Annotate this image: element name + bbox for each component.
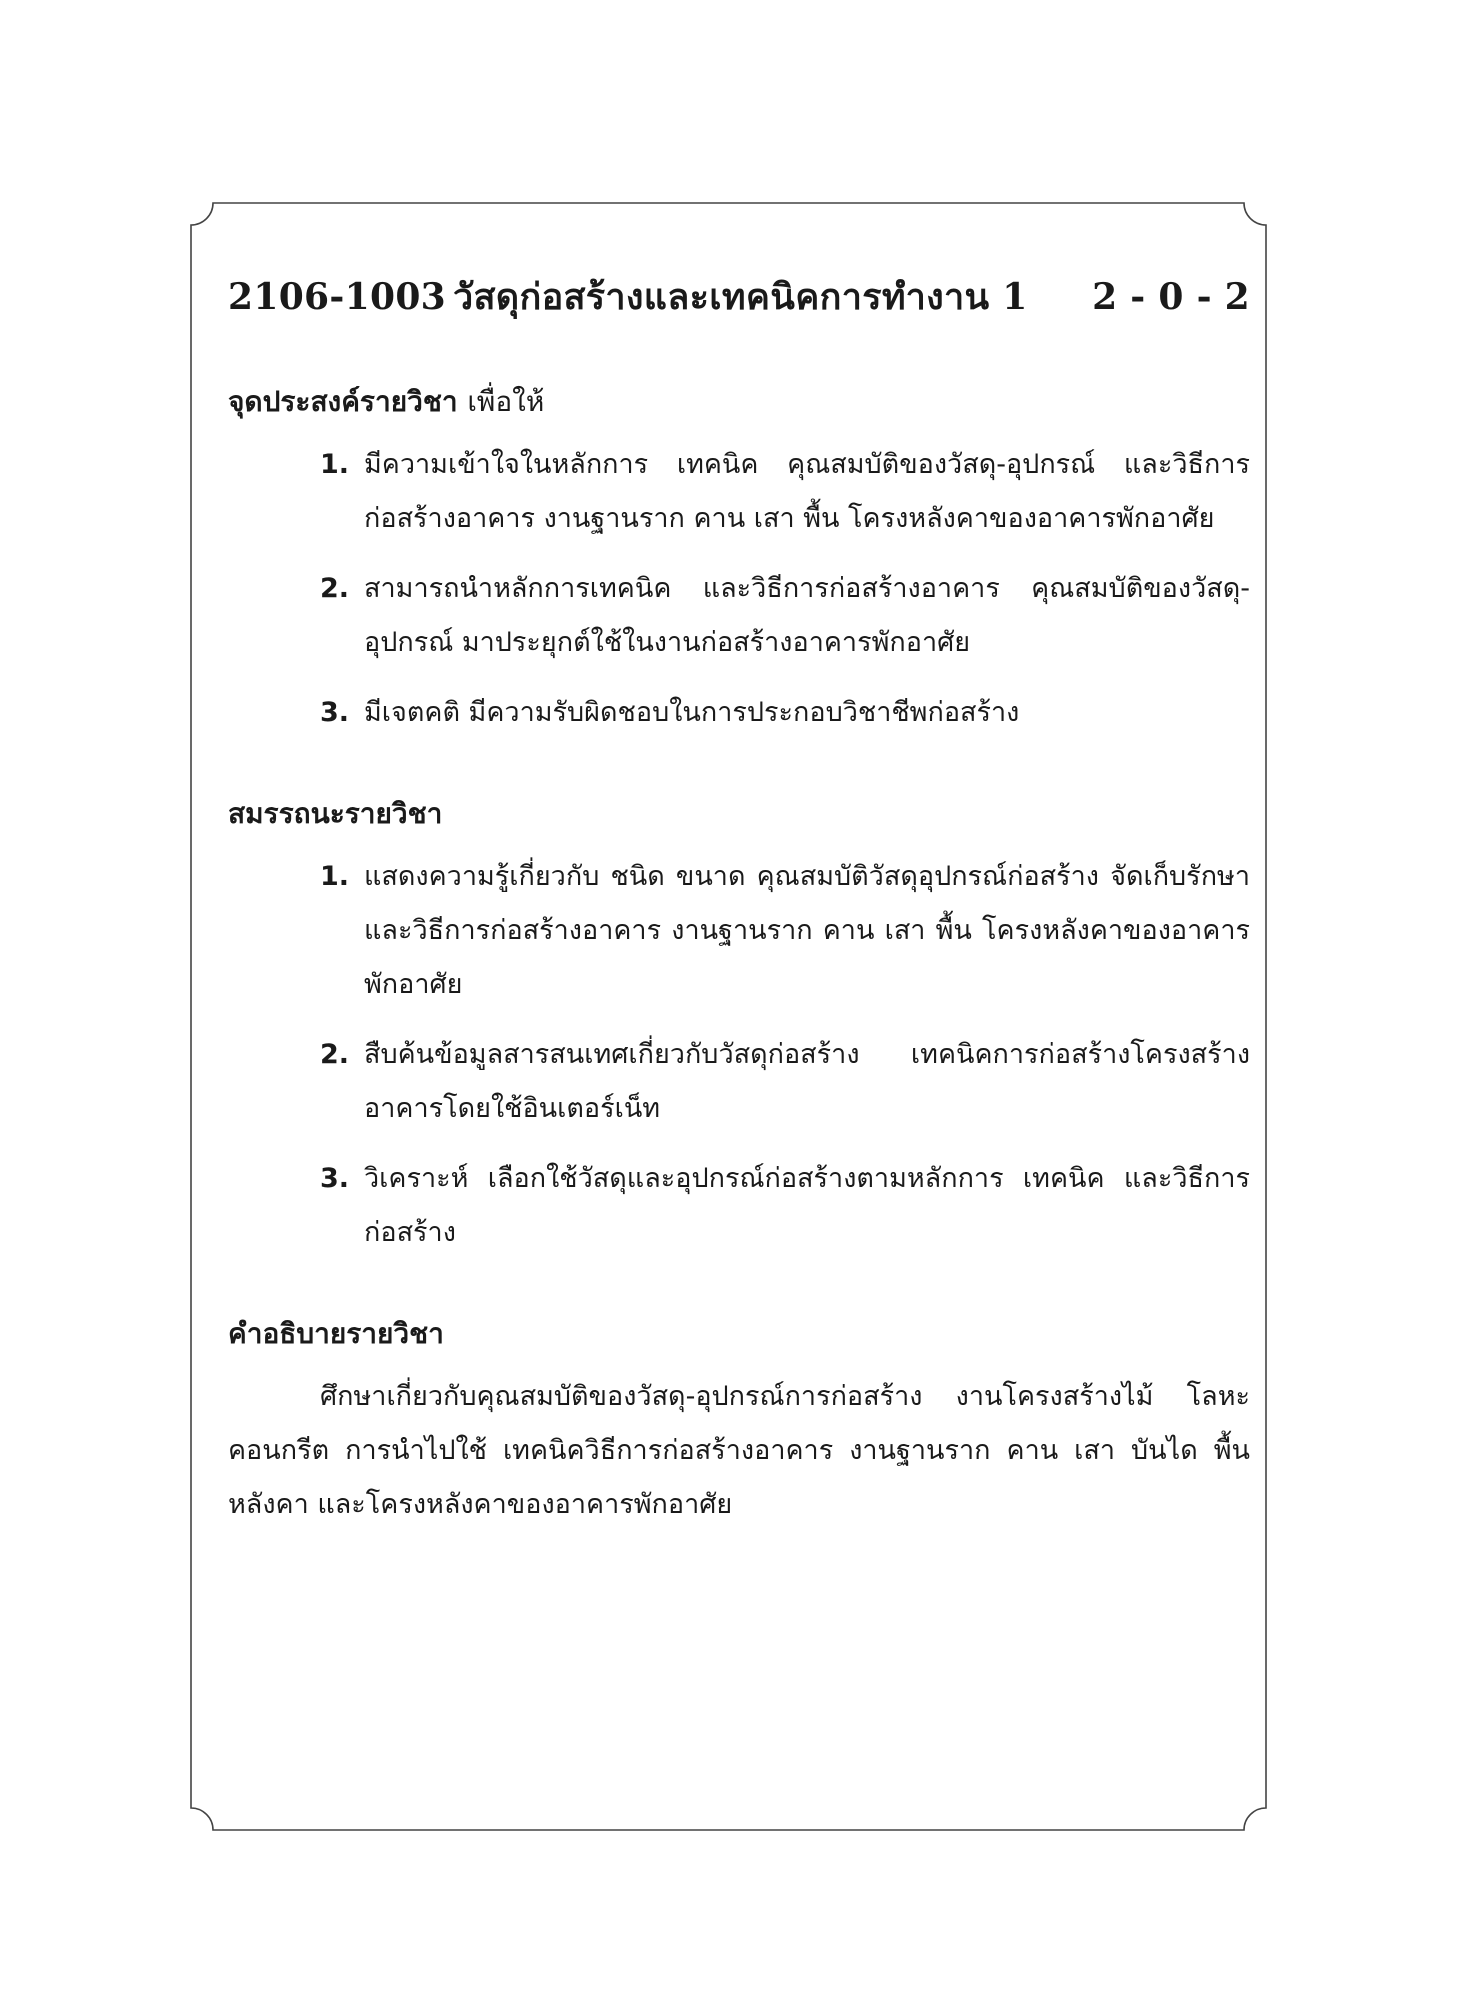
item-text: วิเคราะห์ เลือกใช้วัสดุและอุปกรณ์ก่อสร้างตามหลักการ เทคนิค และวิธีการก่อสร้าง xyxy=(364,1163,1250,1248)
description-title: คำอธิบายรายวิชา xyxy=(228,1317,444,1350)
objectives-list xyxy=(228,438,1250,740)
item-number: 3. xyxy=(320,697,350,728)
item-text: สืบค้นข้อมูลสารสนเทศเกี่ยวกับวัสดุก่อสร้าง เทคนิคการก่อสร้างโครงสร้างอาคารโดยใช้อินเตอร์เน็ท xyxy=(364,1039,1250,1124)
page-content xyxy=(228,268,1250,1559)
item-text: มีความเข้าใจในหลักการ เทคนิค คุณสมบัติของวัสดุ-อุปกรณ์ และวิธีการก่อสร้างอาคาร งานฐานราก คาน เสา พื้น โครงหลังคาของอาคารพักอาศัย xyxy=(364,449,1250,534)
item-text: แสดงความรู้เกี่ยวกับ ชนิด ขนาด คุณสมบัติวัสดุอุปกรณ์ก่อสร้าง จัดเก็บรักษา และวิธีการก่อสร้างอาคาร งานฐานราก คาน เสา พื้น โครงหลังคาของอาคารพักอาศัย xyxy=(364,861,1250,1000)
competencies-heading xyxy=(228,792,1250,836)
item-number: 2. xyxy=(320,1039,350,1070)
list-item xyxy=(320,438,1250,546)
objectives-title: จุดประสงค์รายวิชา xyxy=(228,385,458,418)
item-text: มีเจตคติ มีความรับผิดชอบในการประกอบวิชาชีพก่อสร้าง xyxy=(364,697,1020,728)
list-item xyxy=(320,562,1250,670)
item-text: สามารถนำหลักการเทคนิค และวิธีการก่อสร้างอาคาร คุณสมบัติของวัสดุ-อุปกรณ์ มาประยุกต์ใช้ในงานก่อสร้างอาคารพักอาศัย xyxy=(364,573,1250,658)
objectives-title-suffix: เพื่อให้ xyxy=(467,385,545,418)
item-number: 1. xyxy=(320,861,350,892)
competencies-title: สมรรถนะรายวิชา xyxy=(228,797,443,830)
course-title: วัสดุก่อสร้างและเทคนิคการทำงาน 1 xyxy=(453,276,1028,318)
competencies-list xyxy=(228,850,1250,1260)
description-heading xyxy=(228,1312,1250,1356)
course-header xyxy=(228,268,1250,328)
course-credits: 2 - 0 - 2 xyxy=(1092,276,1250,318)
list-item xyxy=(320,686,1250,740)
item-number: 3. xyxy=(320,1163,350,1194)
list-item xyxy=(320,1028,1250,1136)
item-number: 2. xyxy=(320,573,350,604)
objectives-heading xyxy=(228,380,1250,424)
list-item xyxy=(320,850,1250,1012)
course-code: 2106-1003 xyxy=(228,276,447,318)
list-item xyxy=(320,1152,1250,1260)
item-number: 1. xyxy=(320,449,350,480)
description-paragraph: ศึกษาเกี่ยวกับคุณสมบัติของวัสดุ-อุปกรณ์การก่อสร้าง งานโครงสร้างไม้ โลหะ คอนกรีต การนำไปใช้ เทคนิควิธีการก่อสร้างอาคาร งานฐานราก คาน เสา บันได พื้น หลังคา และโครงหลังคาของอาคารพักอาศัย xyxy=(228,1381,1250,1520)
